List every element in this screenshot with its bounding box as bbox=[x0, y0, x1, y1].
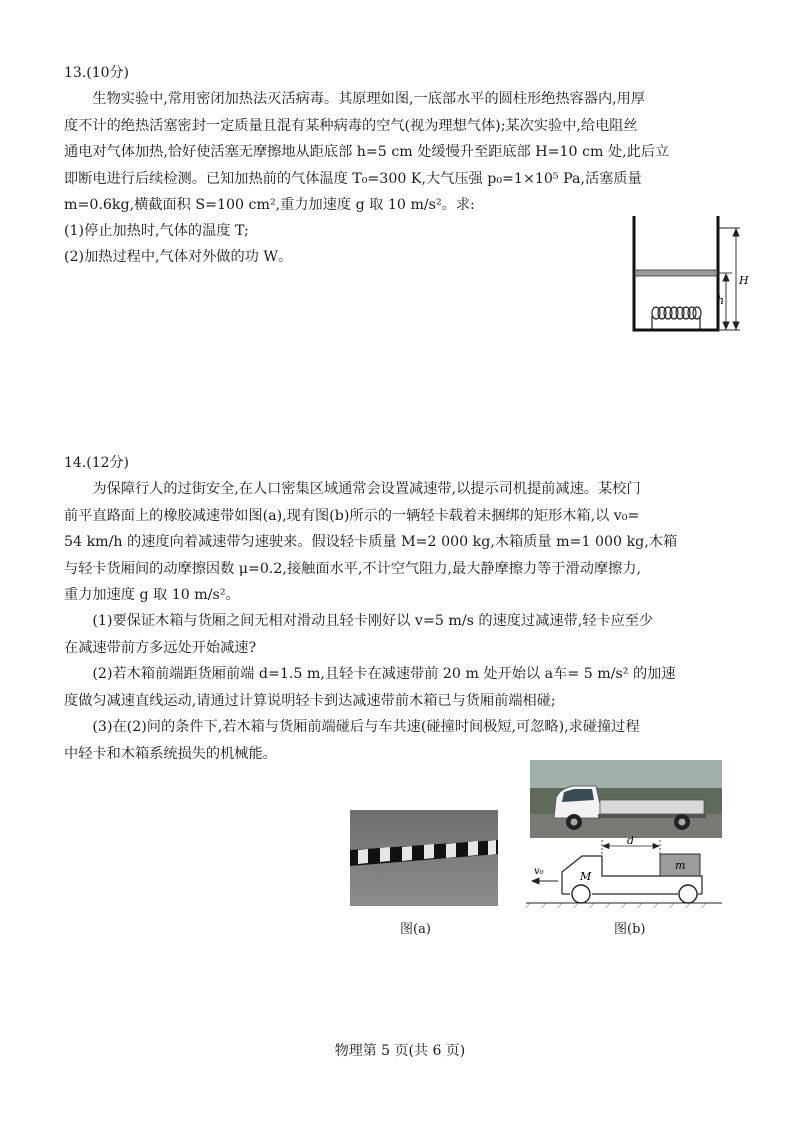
q14-p2-line-1: (2)若木箱前端距货厢前端 d=1.5 m,且轻卡在减速带前 20 m 处开始以 a车= 5 m/s² 的加速 bbox=[92, 666, 676, 682]
piston bbox=[635, 270, 717, 276]
q14-line-2: 前平直路面上的橡胶减速带如图(a),现有图(b)所示的一辆轻卡载着未捆绑的矩形木箱,以 v₀= bbox=[64, 507, 640, 524]
heating-coil bbox=[652, 307, 701, 329]
rear-wheel bbox=[679, 885, 697, 903]
label-v0: v₀ bbox=[534, 866, 544, 877]
q14-p1-line-1: (1)要保证木箱与货厢之间无相对滑动且轻卡刚好以 v=5 m/s 的速度过减速带,轻卡应至少 bbox=[92, 613, 654, 629]
q13-line-4: 即断电进行后续检测。已知加热前的气体温度 T₀=300 K,大气压强 p₀=1×10⁵ Pa,活塞质量 bbox=[64, 170, 642, 187]
q14-line-5: 重力加速度 g 取 10 m/s²。 bbox=[64, 587, 240, 603]
ground-hatch bbox=[526, 903, 706, 908]
q14-line-3: 54 km/h 的速度向着减速带匀速驶来。假设轻卡质量 M=2 000 kg,木箱质量 m=1 000 kg,木箱 bbox=[64, 534, 678, 550]
label-h: h bbox=[717, 294, 725, 307]
q13-stem bbox=[64, 86, 740, 219]
q13-sub2: (2)加热过程中,气体对外做的功 W。 bbox=[64, 249, 293, 265]
fig-b-caption: 图(b) bbox=[614, 922, 646, 937]
speed-bump-photo bbox=[350, 810, 498, 906]
q13-line-2: 度不计的绝热活塞密封一定质量且混有某种病毒的空气(视为理想气体);某次实验中,给电阻丝 bbox=[64, 117, 638, 134]
q13-line-5: m=0.6kg,横截面积 S=100 cm²,重力加速度 g 取 10 m/s²。求: bbox=[64, 197, 475, 213]
page-footer: 物理第 5 页(共 6 页) bbox=[334, 1043, 466, 1059]
q14-line-4: 与轻卡货厢间的动摩擦因数 μ=0.2,接触面水平,不计空气阻力,最大静摩擦力等于滑动摩擦力, bbox=[64, 560, 641, 577]
truck-schematic bbox=[526, 836, 726, 912]
q14-part1 bbox=[64, 608, 740, 661]
truck-photo bbox=[530, 760, 722, 838]
q13-header: 13.(10分) bbox=[64, 65, 130, 81]
velocity-arrow bbox=[532, 878, 558, 884]
q14-p3-line-2: 中轻卡和木箱系统损失的机械能。 bbox=[64, 745, 277, 762]
q14-p3-line-1: (3)在(2)问的条件下,若木箱与货厢前端碰后与车共速(碰撞时间极短,可忽略),求碰撞过程 bbox=[92, 719, 640, 735]
cylinder-diagram bbox=[620, 212, 750, 342]
q14-header: 14.(12分) bbox=[64, 455, 130, 471]
front-wheel bbox=[572, 885, 590, 903]
label-M: M bbox=[580, 870, 592, 883]
dimension-lines bbox=[718, 228, 740, 330]
q13-line-1: 生物实验中,常用密闭加热法灭活病毒。其原理如图,一底部水平的圆柱形绝热容器内,用厚 bbox=[92, 91, 646, 107]
fig-a-caption: 图(a) bbox=[400, 922, 431, 937]
q13-line-3: 通电对气体加热,恰好使活塞无摩擦地从距底部 h=5 cm 处缓慢升至距底部 H=10 cm 处,此后立 bbox=[64, 144, 670, 160]
label-d: d bbox=[627, 836, 635, 847]
label-m: m bbox=[675, 859, 686, 872]
q13-sub1: (1)停止加热时,气体的温度 T; bbox=[64, 223, 249, 239]
q14-p1-line-2: 在减速带前方多远处开始减速? bbox=[64, 639, 257, 656]
q14-part2 bbox=[64, 661, 740, 714]
q14-p2-line-2: 度做匀减速直线运动,请通过计算说明轻卡到达减速带前木箱已与货厢前端相碰; bbox=[64, 692, 556, 709]
q14-stem bbox=[64, 476, 740, 609]
label-H: H bbox=[739, 274, 749, 287]
q14-line-1: 为保障行人的过街安全,在人口密集区域通常会设置减速带,以提示司机提前减速。某校门 bbox=[92, 481, 641, 497]
